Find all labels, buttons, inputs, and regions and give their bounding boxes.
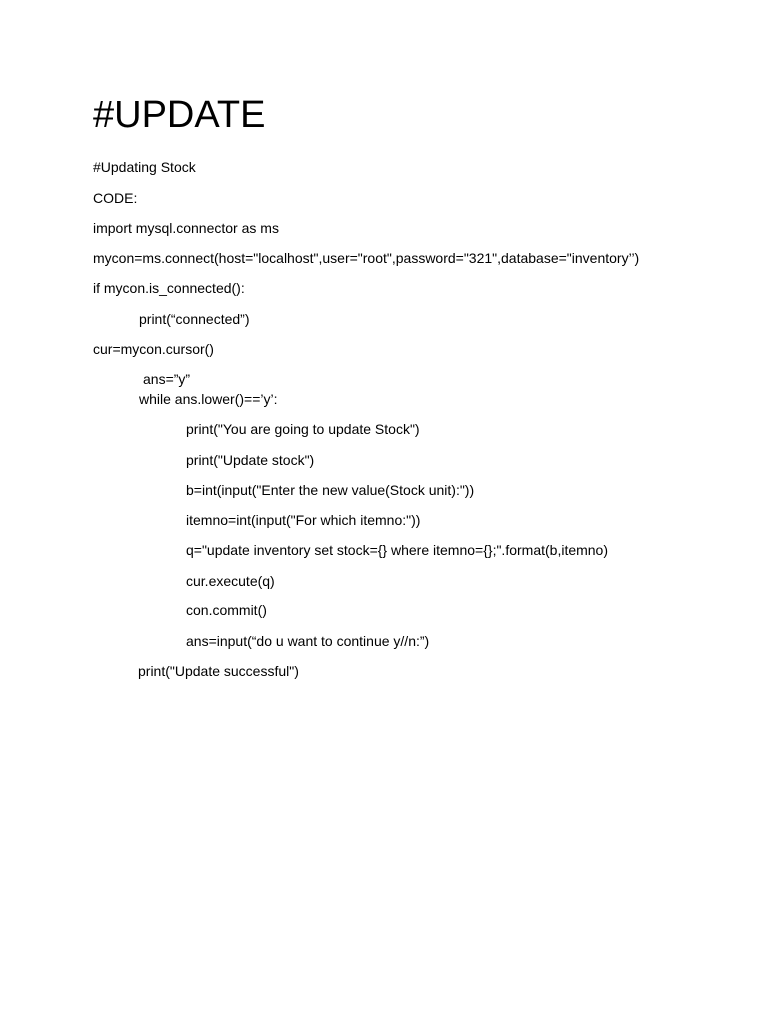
- code-line-ans-input: ans=input(“do u want to continue y//n:”): [186, 633, 430, 649]
- code-line-import: import mysql.connector as ms: [93, 220, 279, 236]
- code-line-if-connected: if mycon.is_connected():: [93, 280, 245, 296]
- code-line-while: while ans.lower()==’y’:: [139, 391, 278, 407]
- code-line-cursor: cur=mycon.cursor(): [93, 341, 214, 357]
- code-line-input-value: b=int(input("Enter the new value(Stock unit):")): [186, 482, 475, 498]
- code-line-commit: con.commit(): [186, 602, 267, 618]
- document-title: #UPDATE: [93, 94, 266, 136]
- code-line-ans-init: ans=”y”: [143, 371, 191, 387]
- code-line-connect: mycon=ms.connect(host="localhost",user="root",password="321",database="inventory’’): [93, 250, 640, 266]
- code-line-print-connected: print(“connected”): [139, 311, 250, 327]
- code-label: CODE:: [93, 190, 138, 206]
- code-line-execute: cur.execute(q): [186, 573, 275, 589]
- code-line-print-update: print("Update stock"): [186, 452, 315, 468]
- code-line-input-itemno: itemno=int(input("For which itemno:")): [186, 512, 421, 528]
- code-line-print-going: print("You are going to update Stock"): [186, 421, 420, 437]
- code-line-print-success: print("Update successful"): [138, 663, 299, 679]
- section-heading: #Updating Stock: [93, 159, 196, 175]
- code-line-query: q="update inventory set stock={} where itemno={};".format(b,itemno): [186, 542, 609, 558]
